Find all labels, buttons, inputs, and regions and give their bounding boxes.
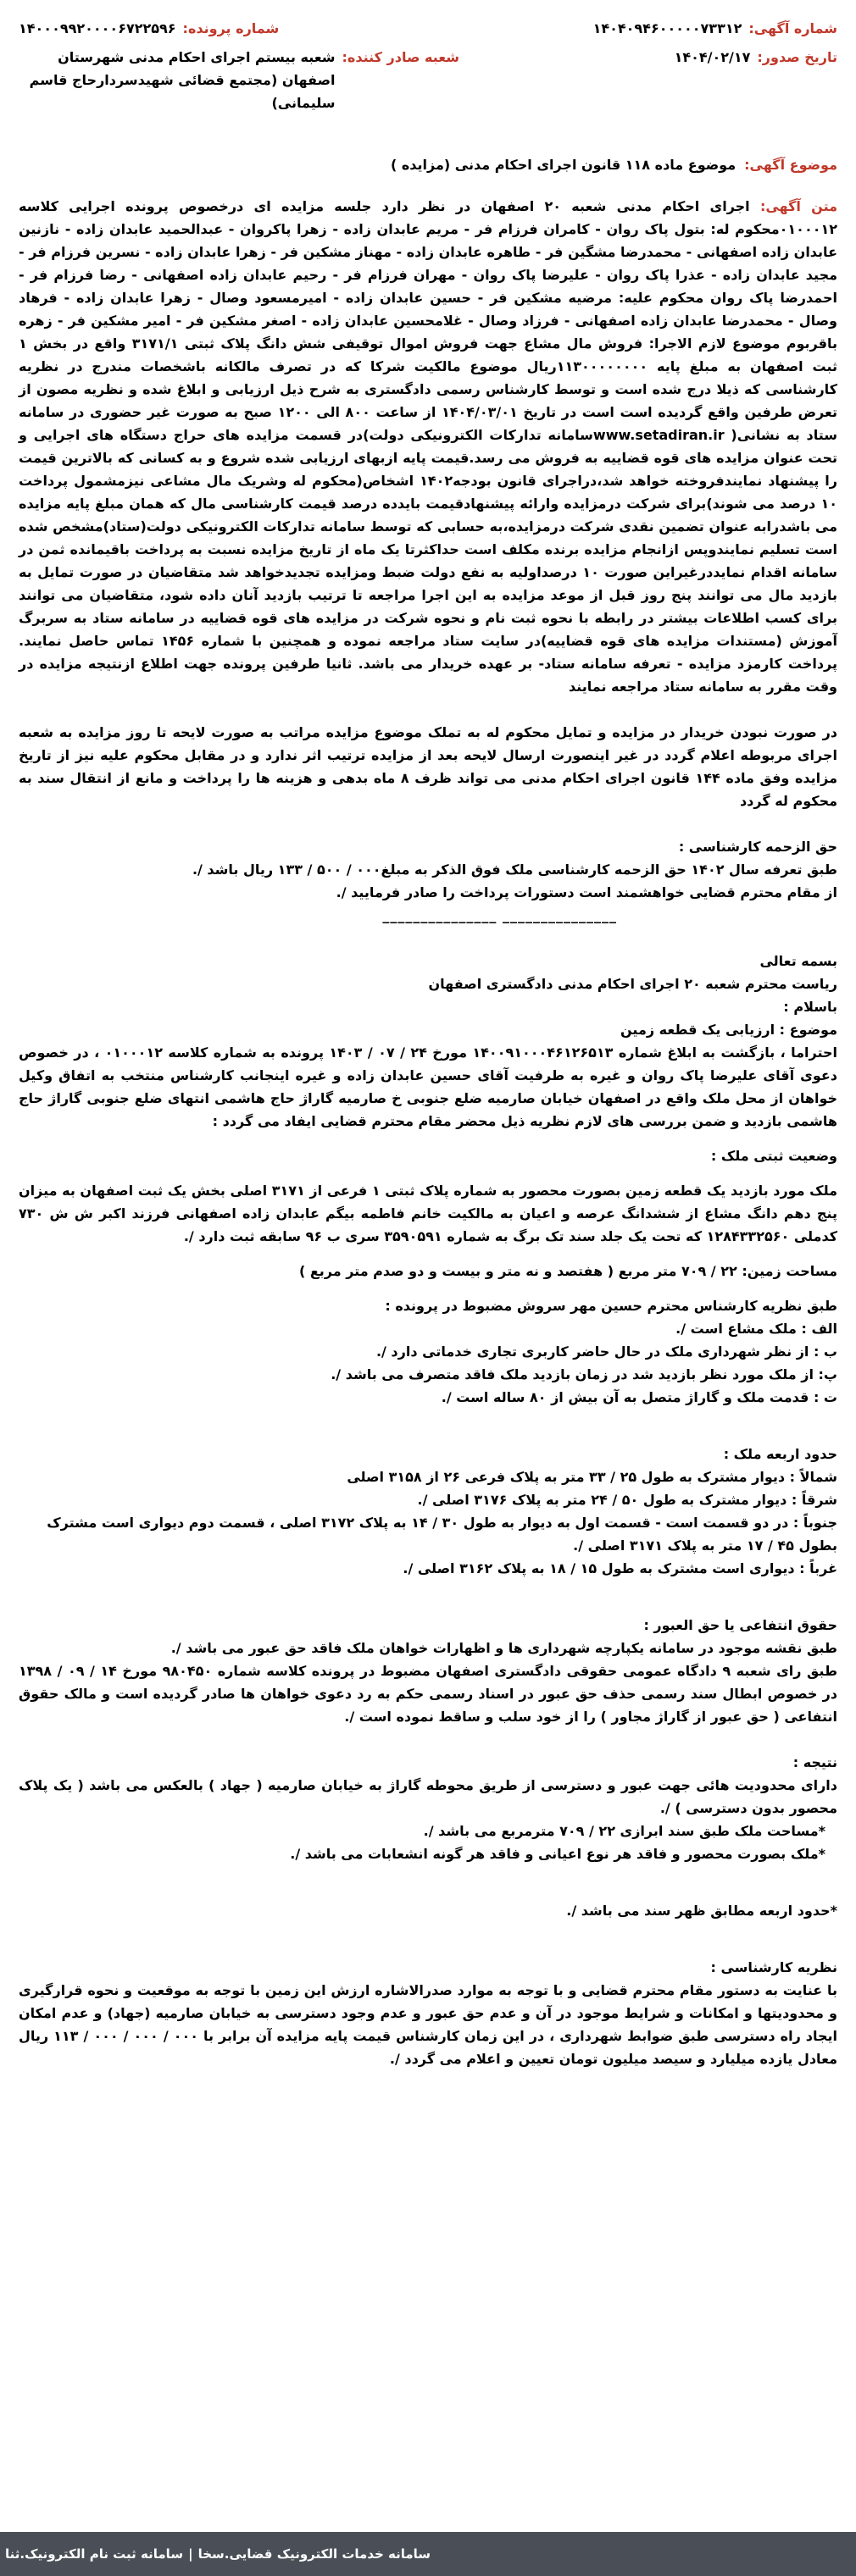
municipal-a: الف : ملک مشاع است /. <box>675 1321 837 1337</box>
fee-line-2: از مقام محترم قضایی خواهشمند است دستورات پرداخت را صادر فرمایید /. <box>336 884 837 900</box>
bounds-north: شمالاً : دیوار مشترک به طول ۲۵ / ۳۳ متر به پلاک فرعی ۲۶ از ۳۱۵۸ اصلی <box>347 1469 837 1485</box>
issue-date-cell <box>675 46 837 69</box>
bounds-title: حدود اربعه ملک : <box>723 1446 837 1462</box>
bounds-south-1: جنوباً : در دو قسمت است - قسمت اول به دیوار به طول ۳۰ / ۱۴ به پلاک ۳۱۷۲ اصلی ، قسمت دوم دیواری است مشترک <box>47 1515 837 1531</box>
letter-subject: موضوع : ارزیابی یک قطعه زمین <box>620 1022 837 1038</box>
subject-text: موضوع ماده ۱۱۸ قانون اجرای احکام مدنی (مزایده ) <box>390 157 736 173</box>
fee-title: حق الزحمه کارشناسی : <box>678 839 837 855</box>
footer-bar <box>0 2532 856 2576</box>
municipal-t: ت : قدمت ملک و گاراژ متصل به آن بیش از ۸۰ ساله است /. <box>441 1389 837 1405</box>
issue-date-value: ۱۴۰۴/۰۲/۱۷ <box>674 49 751 65</box>
body-label: متن آگهی: <box>759 198 838 214</box>
municipal-title: طبق نظریه کارشناس محترم حسین مهر سروش مضبوط در پرونده : <box>385 1298 837 1314</box>
issue-date-label: تاریخ صدور: <box>757 49 837 65</box>
branch-cell <box>19 46 459 114</box>
result-bullet-2: *ملک بصورت محصور و فاقد هر نوع اعیانی و فاقد هر گونه انشعابات می باشد /. <box>290 1846 825 1862</box>
bounds-west: غرباً : دیواری است مشترک به طول ۱۵ / ۱۸ به پلاک ۳۱۶۲ اصلی /. <box>403 1560 837 1576</box>
subject-label: موضوع آگهی: <box>744 157 837 173</box>
subject-row <box>19 153 837 176</box>
salutation: باسلام : <box>783 999 837 1015</box>
footer-separator: | <box>188 2546 193 2562</box>
branch-text: شعبه بیستم اجرای احکام مدنی شهرستان اصفهان (مجتمع قضائی شهیدسردارحاج قاسم سلیمانی) <box>29 49 336 111</box>
ad-number-value: ۱۴۰۴۰۹۴۶۰۰۰۰۰۷۳۳۱۲ <box>592 20 742 36</box>
case-number-value: ۱۴۰۰۰۹۹۲۰۰۰۰۶۷۲۲۵۹۶ <box>19 20 176 36</box>
fee-dashes: _______________ _______________ <box>382 907 617 923</box>
bounds-east: شرقاً : دیوار مشترک به طول ۵۰ / ۲۴ متر به پلاک ۳۱۷۶ اصلی /. <box>417 1492 837 1508</box>
result-bullet-3: *حدود اربعه مطابق ظهر سند می باشد /. <box>566 1903 837 1919</box>
fee-line-1: طبق تعرفه سال ۱۴۰۲ حق الزحمه کارشناسی ملک فوق الذکر به مبلغ۰۰۰ / ۵۰۰ / ۱۳۳ ریال باشد /. <box>192 861 837 878</box>
basmala: بسمه تعالی <box>759 953 837 969</box>
case-number-label: شماره پرونده: <box>182 20 280 36</box>
default-paragraph: در صورت نبودن خریدار در مزایده و تمایل محکوم له به تملک موضوع مزایده مراتب به صورت لایحه تا روز مزایده به شعبه اجرای مربوطه اعلام گردد در غیر اینصورت ارسال لایحه بعد از مزایده ترتیب اثر ندارد و در مقابل محکوم علیه نیز از تاریخ مزایده وفق ماده ۱۴۴ قانون اجرای احکام مدنی می تواند ظرف ۸ ماه بدهی و هزینه ها را پرداخت و مانع از انتقال سند به محکوم له گردد <box>19 724 837 809</box>
ad-number-cell <box>593 17 837 40</box>
municipal-b: ب : از نظر شهرداری ملک در حال حاضر کاربری تجاری خدماتی دارد /. <box>375 1343 837 1360</box>
registry-area: مساحت زمین: ۲۲ / ۷۰۹ متر مربع ( هفتصد و نه متر و بیست و دو صدم متر مربع ) <box>298 1263 837 1279</box>
letter-intro: احتراما ، بازگشت به ابلاغ شماره ۱۴۰۰۹۱۰۰۰۴۶۱۲۶۵۱۳ مورخ ۲۴ / ۰۷ / ۱۴۰۳ پرونده به شماره کلاسه ۰۱۰۰۰۱۲ ، در خصوص دعوی آقای علیرضا پاک روان و غیره به طرفیت آقای حسین عابدان زاده و غیره اینجانب کارشناس منتخب به اتفاق وکیل خواهان از محل ملک واقع در اصفهان خیابان صارمیه ضلع جنوبی خ صارمیه گاراژ حاج هاشمی انتهای ضلع جنوبی گاراژ حاج هاشمی بازدید و ضمن بررسی های لازم نظریه ذیل محضر مقام محترم قضایی ایفاد می گردد : <box>19 1044 838 1129</box>
notice-body <box>19 195 837 698</box>
bounds-south-2: بطول ۴۵ / ۱۷ متر به پلاک ۳۱۷۱ اصلی /. <box>573 1537 837 1554</box>
ad-number-label: شماره آگهی: <box>748 20 837 36</box>
opinion-title: نظریه کارشناسی : <box>710 1959 837 1975</box>
addressee: ریاست محترم شعبه ۲۰ اجرای احکام مدنی دادگستری اصفهان <box>428 976 837 992</box>
body-text: اجرای احکام مدنی شعبه ۲۰ اصفهان در نظر دارد جلسه مزایده ای درخصوص پرونده اجرایی کلاسه ۰۱۰۰۰۱۲محکوم له: بتول پاک روان - کامران فرزام فر - مریم عابدان زاده - زهرا پاکروان - عبدالحمید عابدان زاده - نازنین عابدان زاده اصفهانی - محمدرضا مشگین فر - طاهره عابدان زاده - مهناز مشکین فر - زهرا عابدان زاده - نسرین فرزام فر - مجید عابدان زاده - عذرا پاک روان - علیرضا پاک روان - مهران فرزام فر - رحیم عابدان زاده اصفهانی - رضا فرزام فر - احمدرضا پاک روان محکوم علیه: مرضیه مشکین فر - حسین عابدان زاده - امیرمسعود وصال - زهرا عابدان زاده - فرهاد وصال - محمدرضا عابدان زاده اصفهانی - فرزاد وصال - غلامحسین عابدان زاده - اصغر مشکین فر - امیر مشکین فر - زهره باقربوم موضوع لازم الاجرا: فروش مال مشاع جهت فروش اموال توقیفی شش دانگ پلاک ثبتی ۳۱۷۱/۱ واقع در بخش ۱ ثبت اصفهان به مبلغ پایه ۱۱۳۰۰۰۰۰۰۰۰ریال موضوع مالکیت شرکا که در تصرف مالکانه باشخصات مندرج در نظریه کارشناسی که ذیلا درج شده است و توسط کارشناس رسمی دادگستری به شرح ذیل ارزیابی و ابلاغ شده و نظریه مصون از تعرض طرفین واقع گردیده است است در تاریخ ۱۴۰۴/۰۳/۰۱ از ساعت ۸۰۰ الی ۱۲۰۰ صبح به صورت غیر حضوری در سامانه ستاد به نشانی( www.setadiran.irسامانه تدارکات الکترونیکی دولت)در قسمت مزایده های حراج دستگاه های اجرایی و تحت عنوان مزایده های قوه قضاییه به فروش می رسد.قیمت پایه ازبهای ارزیابی شده شروع و به کسانی که بالاترین قیمت را پیشنهاد نمایندفروخته خواهد شد،دراجرای قانون بودجه۱۴۰۲ اشخاص(محکوم له وشریک مال مشاعی نیزمشمول پرداخت ۱۰ درصد می شوند)برای شرکت درمزایده وارائه پیشنهادقیمت بایدده درصد قیمت کارشناسی مال که همان مبلغ پایه مزایده می باشدرابه عنوان تضمین نقدی شرکت درمزایده،به حسابی که توسط سامانه تدارکات الکترونیکی دولت(ستاد)مشخص شده است تسلیم نمایندوپس ازانجام مزایده برنده مکلف است حداکثرتا یک ماه از تاریخ مزایده نسبت به پرداخت باقیمانده ثمن در سامانه اقدام نمایددرغیراین صورت ۱۰ درصداولیه به نفع دولت ضبط ومزایده تجدیدخواهد شد متقاضیان در صورت تمایل به بازدید مال می توانند پنج روز قبل از موعد مزایده به این اجرا مراجعه تا ترتیب بازدید آنان داده شود، متقاضیان می توانند برای کسب اطلاعات بیشتر در رابطه با نحوه ثبت نام و نحوه شرکت در مزایده های قوه قضاییه در سامانه ستاد به سربرگ آموزش (مستندات مزایده های قوه قضاییه)در سایت ستاد مراجعه نموده و همچنین با شماره ۱۴۵۶ تماس حاصل نمایند. پرداخت کارمزد مزایده - تعرفه سامانه ستاد- بر عهده خریدار می باشد. ثانیا طرفین پرونده جهت اطلاع ازنتیجه مزایده در وقت مقرر به سامانه ستاد مراجعه نمایند <box>19 198 838 695</box>
result-title: نتیجه : <box>792 1754 837 1770</box>
opinion-text: با عنایت به دستور مقام محترم قضایی و با توجه به موارد صدرالاشاره ارزش این زمین با توجه به موقعیت و نحوه قرارگیری و محدودیتها و امکانات و شرایط موجود در آن و عدم حق عبور و عدم وجود دسترسی به خیابان صارمیه (جهاد) و عدم امکان ایجاد راه دسترسی طبق ضوابط شهرداری ، در این زمان کارشناس قیمت پایه مزایده آن برابر با ۰۰۰ / ۰۰۰ / ۰۰۰ / ۱۱۳ ریال معادل یازده میلیارد و سیصد میلیون تومان تعیین و اعلام می گردد /. <box>19 1982 838 2067</box>
header-row-1 <box>19 17 837 46</box>
header-row-2 <box>19 46 837 114</box>
easement-title: حقوق انتفاعی یا حق العبور : <box>643 1617 837 1633</box>
footer-link-sakha[interactable]: سامانه خدمات الکترونیک قضایی.سخا <box>197 2546 431 2562</box>
case-number-cell <box>19 17 279 40</box>
municipal-p: پ: از ملک مورد نظر بازدید شد در زمان بازدید ملک فاقد متصرف می باشد /. <box>331 1366 837 1382</box>
result-line-1: دارای محدودیت هائی جهت عبور و دسترسی از طریق محوطه گاراژ به خیابان صارمیه ( جهاد ) بالعکس می باشد ( یک پلاک محصور بدون دسترسی ) /. <box>19 1777 837 1816</box>
easement-line-1: طبق نقشه موجود در سامانه یکپارچه شهرداری ها و اظهارات خواهان ملک فاقد حق عبور می باشد /. <box>170 1640 837 1656</box>
registry-title: وضعیت ثبتی ملک : <box>710 1148 837 1164</box>
footer-link-sana[interactable]: سامانه ثبت نام الکترونیک.ثنا <box>5 2546 184 2562</box>
easement-line-2: طبق رای شعبه ۹ دادگاه عمومی حقوقی دادگستری اصفهان مضبوط در پرونده کلاسه شماره ۹۸۰۴۵۰ مورخ ۱۴ / ۰۹ / ۱۳۹۸ در خصوص ابطال سند رسمی حذف حق عبور در اسناد رسمی حکم به رد دعوی خواهان ها صادر گردیده است و مالک حقوق انتفاعی ( حق عبور از گاراژ مجاور ) را از خود سلب و ساقط نموده است /. <box>19 1663 838 1725</box>
registry-text: ملک مورد بازدید یک قطعه زمین بصورت محصور به شماره پلاک ثبتی ۱ فرعی از ۳۱۷۱ اصلی بخش یک ثبت اصفهان به میزان پنج دهم دانگ مشاع از ششدانگ عرصه و اعیان به مالکیت خانم فاطمه بیگم عابدان زاده اصفهانی فرزند اکبر ش ش ۷۳۰ کدملی ۱۲۸۴۳۳۲۵۶۰ که تحت یک جلد سند تک برگ به شماره ۳۵۹۰۵۹۱ سری ب ۹۶ سابقه ثبت دارد /. <box>19 1183 838 1244</box>
result-bullet-1: *مساحت ملک طبق سند ابرازی ۲۲ / ۷۰۹ مترمربع می باشد /. <box>423 1823 825 1839</box>
branch-label: شعبه صادر کننده: <box>342 49 459 65</box>
